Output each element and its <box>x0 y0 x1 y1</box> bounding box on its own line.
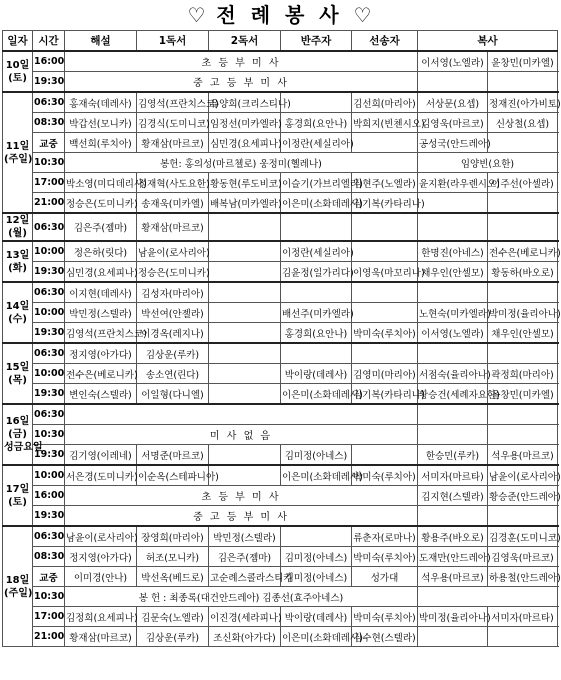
assignment-cell <box>209 364 281 384</box>
table-row <box>3 404 558 425</box>
assignment-cell <box>488 72 558 93</box>
assignment-cell: 성가대 <box>352 567 418 587</box>
time-cell: 19:30 <box>33 323 65 344</box>
assignment-cell: 전수은(베로니카) <box>488 241 558 262</box>
offertory-cell: 봉 헌 : 최종록(대건안드레아) 김종선(효주아네스) <box>65 587 418 607</box>
table-row <box>3 486 558 506</box>
time-cell: 06:30 <box>33 404 65 425</box>
table-row <box>3 506 558 527</box>
assignment-cell <box>418 627 488 647</box>
assignment-cell <box>418 506 488 527</box>
time-cell: 06:30 <box>33 343 65 364</box>
assignment-cell <box>488 193 558 214</box>
assignment-cell <box>281 343 352 364</box>
header-cantor: 선송자 <box>352 31 418 52</box>
assignment-cell: 홍경희(요안나) <box>281 323 352 344</box>
assignment-cell: 이미경(안나) <box>65 567 137 587</box>
mass-note-cell <box>65 404 418 425</box>
assignment-cell: 한명진(아네스) <box>418 241 488 262</box>
assignment-cell <box>352 213 418 241</box>
assignment-cell <box>209 213 281 241</box>
assignment-cell: 배복남(미카엘라) <box>209 193 281 214</box>
assignment-cell: 박소영(미디데리사) <box>65 173 137 193</box>
assignment-cell: 정은하(릿다) <box>65 241 137 262</box>
assignment-cell: 이정란(세실리아) <box>281 241 352 262</box>
assignment-cell: 김영미(마리아) <box>352 364 418 384</box>
assignment-cell: 이영욱(마꼬리나) <box>352 262 418 283</box>
assignment-cell: 이은미(소화데레사) <box>281 384 352 405</box>
assignment-cell <box>209 262 281 283</box>
assignment-cell <box>352 343 418 364</box>
assignment-cell <box>488 133 558 153</box>
mass-note-cell: 중 고 등 부 미 사 <box>65 72 418 93</box>
assignment-cell: 하용철(안드레아) <box>488 567 558 587</box>
assignment-cell: 김영석(프란치스코) <box>65 323 137 344</box>
assignment-cell <box>209 384 281 405</box>
assignment-cell: 김문숙(노엘라) <box>137 607 209 627</box>
assignment-cell: 김성자(마리아) <box>137 282 209 303</box>
assignment-cell: 이순옥(스테파니아) <box>137 465 209 486</box>
mass-note-cell: 중 고 등 부 미 사 <box>65 506 418 527</box>
assignment-cell: 정승은(도미니카) <box>137 262 209 283</box>
assignment-cell: 이일형(다니엘) <box>137 384 209 405</box>
time-cell: 06:30 <box>33 526 65 547</box>
assignment-cell: 황동현(루도비코) <box>209 173 281 193</box>
table-row <box>3 113 558 133</box>
time-cell: 17:00 <box>33 607 65 627</box>
assignment-cell <box>352 133 418 153</box>
assignment-cell <box>418 404 488 425</box>
assignment-cell: 채우인(안셀모) <box>418 262 488 283</box>
assignment-cell: 황승건(세례자요한) <box>418 384 488 405</box>
assignment-cell <box>281 213 352 241</box>
assignment-cell: 김미정(아네스) <box>281 567 352 587</box>
table-row <box>3 51 558 72</box>
assignment-cell: 백선희(루치아) <box>65 133 137 153</box>
assignment-cell: 박미정(율리아나) <box>488 303 558 323</box>
assignment-cell <box>281 282 352 303</box>
assignment-cell: 김기영(이레네) <box>65 445 137 466</box>
assignment-cell: 서미자(마르타) <box>488 607 558 627</box>
time-cell: 10:00 <box>33 303 65 323</box>
assignment-cell: 김미정(아네스) <box>281 445 352 466</box>
date-cell: 15일 (목) <box>3 343 33 404</box>
assignment-cell: 박미숙(루치아) <box>352 547 418 567</box>
assignment-cell: 심민경(요세피나) <box>65 262 137 283</box>
assignment-cell <box>418 213 488 241</box>
assignment-cell: 서점숙(율리아나) <box>418 364 488 384</box>
heart-icon: ♡ <box>187 3 206 27</box>
assignment-cell: 도재만(안드레아) <box>418 547 488 567</box>
assignment-cell: 이주선(아셀라) <box>488 173 558 193</box>
heart-icon: ♡ <box>353 3 372 27</box>
assignment-cell <box>418 193 488 214</box>
assignment-cell: 박미숙(루치아) <box>352 607 418 627</box>
assignment-cell: 김영욱(마르코) <box>488 547 558 567</box>
assignment-cell: 곽정희(마리아) <box>488 364 558 384</box>
assignment-cell: 임정선(미카엘라) <box>209 113 281 133</box>
table-row <box>3 526 558 547</box>
assignment-cell: 서명준(마르코) <box>137 445 209 466</box>
table-row <box>3 133 558 153</box>
assignment-cell: 김정희(요세피나) <box>65 607 137 627</box>
table-row <box>3 282 558 303</box>
assignment-cell: 배선주(미카엘라) <box>281 303 352 323</box>
assignment-cell: 김영욱(마르코) <box>418 113 488 133</box>
time-cell: 08:30 <box>33 113 65 133</box>
assignment-cell: 서은경(도미니카) <box>65 465 137 486</box>
assignment-cell: 정지영(아가다) <box>65 343 137 364</box>
assignment-cell: 김선희(마리아) <box>352 92 418 113</box>
assignment-cell: 박미숙(루치아) <box>352 465 418 486</box>
assignment-cell: 박선여(안젤라) <box>137 303 209 323</box>
header-date: 일자 <box>3 31 33 52</box>
assignment-cell: 이슬기(가브리엘라) <box>281 173 352 193</box>
date-cell: 18일 (주일) <box>3 526 33 647</box>
assignment-cell: 박민정(스텔라) <box>209 526 281 547</box>
table-row <box>3 303 558 323</box>
assignment-cell: 김영석(프란치스코) <box>137 92 209 113</box>
table-row <box>3 323 558 344</box>
table-row <box>3 364 558 384</box>
assignment-cell <box>352 445 418 466</box>
assignment-cell <box>209 241 281 262</box>
assignment-cell: 황승준(안드레아) <box>488 486 558 506</box>
assignment-cell: 전수은(베로니카) <box>65 364 137 384</box>
assignment-cell: 심민경(요세피나) <box>209 133 281 153</box>
time-cell: 10:30 <box>33 425 65 445</box>
assignment-cell: 남윤이(로사리아) <box>137 241 209 262</box>
assignment-cell <box>209 445 281 466</box>
assignment-cell: 허조(모니카) <box>137 547 209 567</box>
time-cell: 17:00 <box>33 173 65 193</box>
assignment-cell: 김경훈(도미니코) <box>488 526 558 547</box>
assignment-cell: 황용주(바오로) <box>418 526 488 547</box>
time-cell: 08:30 <box>33 547 65 567</box>
assignment-cell: 석우용(마르코) <box>418 567 488 587</box>
assignment-cell: 이경옥(레지나) <box>137 323 209 344</box>
assignment-cell: 정재진(아가비토) <box>488 92 558 113</box>
header-commentary: 해설 <box>65 31 137 52</box>
assignment-cell <box>418 587 558 607</box>
assignment-cell <box>209 343 281 364</box>
time-cell: 10:30 <box>33 153 65 173</box>
assignment-cell <box>281 92 352 113</box>
schedule-table <box>2 30 561 647</box>
table-row <box>3 627 558 647</box>
title-text: 전 례 봉 사 <box>216 3 343 27</box>
table-row <box>3 343 558 364</box>
assignment-cell <box>488 506 558 527</box>
assignment-cell <box>488 404 558 425</box>
date-cell: 10일 (토) <box>3 51 33 92</box>
table-row <box>3 262 558 283</box>
date-cell: 13일 (화) <box>3 241 33 282</box>
header-organist: 반주자 <box>281 31 352 52</box>
assignment-cell: 김은주(젬마) <box>209 547 281 567</box>
assignment-cell: 류춘자(로마나) <box>352 526 418 547</box>
assignment-cell: 이서영(노엘라) <box>418 323 488 344</box>
date-cell: 16일 (금) 성금요일 <box>3 404 33 465</box>
assignment-cell: 박민정(스텔라) <box>65 303 137 323</box>
table-row <box>3 92 558 113</box>
table-row <box>3 445 558 466</box>
assignment-cell: 유양희(크리스티나) <box>209 92 281 113</box>
assignment-cell: 김기복(카타리나) <box>352 193 418 214</box>
page-title <box>0 0 559 30</box>
assignment-cell: 송소연(린다) <box>137 364 209 384</box>
assignment-cell: 윤지환(라우렌시오) <box>418 173 488 193</box>
assignment-cell: 임양빈(요한) <box>418 153 558 173</box>
time-cell: 19:30 <box>33 445 65 466</box>
assignment-cell: 황재삼(마르코) <box>137 213 209 241</box>
assignment-cell <box>418 425 488 445</box>
assignment-cell: 정승은(도미니카) <box>65 193 137 214</box>
assignment-cell: 박이랑(데레사) <box>281 607 352 627</box>
assignment-cell <box>418 72 488 93</box>
assignment-cell: 김상운(루카) <box>137 627 209 647</box>
assignment-cell: 정지영(아가다) <box>65 547 137 567</box>
assignment-cell <box>281 526 352 547</box>
assignment-cell: 노현숙(미카엘라) <box>418 303 488 323</box>
assignment-cell: 박희지(빈첸시오) <box>352 113 418 133</box>
time-cell: 10:00 <box>33 465 65 486</box>
assignment-cell: 이지현(데레사) <box>65 282 137 303</box>
assignment-cell: 김윤정(일가리다) <box>281 262 352 283</box>
date-cell: 12일 (월) <box>3 213 33 241</box>
offertory-cell: 봉헌: 홍의성(마르첼로) 웅정미(헬레나) <box>65 153 418 173</box>
time-cell: 21:00 <box>33 193 65 214</box>
assignment-cell: 이정란(세실리아) <box>281 133 352 153</box>
mass-note-cell: 초 등 부 미 사 <box>65 51 418 72</box>
mass-note-cell: 초 등 부 미 사 <box>65 486 418 506</box>
table-row <box>3 567 558 587</box>
assignment-cell: 남윤이(로사리아) <box>65 526 137 547</box>
time-cell: 21:00 <box>33 627 65 647</box>
assignment-cell: 황재삼(마르코) <box>65 627 137 647</box>
assignment-cell: 박이랑(데레사) <box>281 364 352 384</box>
assignment-cell <box>418 282 488 303</box>
assignment-cell: 박선옥(베드로) <box>137 567 209 587</box>
assignment-cell: 이은미(소화데레사) <box>281 193 352 214</box>
assignment-cell: 박갑선(모니카) <box>65 113 137 133</box>
assignment-cell <box>209 323 281 344</box>
header-reading2: 2독서 <box>209 31 281 52</box>
header-row <box>3 31 558 52</box>
assignment-cell: 김상운(루카) <box>137 343 209 364</box>
assignment-cell: 김미정(아네스) <box>281 547 352 567</box>
time-cell: 10:00 <box>33 241 65 262</box>
mass-note-cell: 미 사 없 음 <box>65 425 418 445</box>
assignment-cell: 홍경희(요안나) <box>281 113 352 133</box>
time-cell: 교중 <box>33 133 65 153</box>
assignment-cell: 홍재숙(데레사) <box>65 92 137 113</box>
assignment-cell: 이은미(소화데레사) <box>281 627 352 647</box>
assignment-cell: 고순례스콜라스티카 <box>209 567 281 587</box>
assignment-cell: 윤창민(미카엘) <box>488 384 558 405</box>
table-row <box>3 213 558 241</box>
assignment-cell <box>488 425 558 445</box>
assignment-cell: 박미정(율리아나) <box>418 607 488 627</box>
table-row <box>3 72 558 93</box>
assignment-cell: 정재혁(사도요한) <box>137 173 209 193</box>
assignment-cell <box>488 343 558 364</box>
assignment-cell: 한승민(루카) <box>418 445 488 466</box>
assignment-cell: 김지현(스텔라) <box>418 486 488 506</box>
time-cell: 19:30 <box>33 72 65 93</box>
assignment-cell: 장영희(마리아) <box>137 526 209 547</box>
assignment-cell: 송재욱(미카엘) <box>137 193 209 214</box>
assignment-cell: 김현주(노엘라) <box>352 173 418 193</box>
assignment-cell <box>352 282 418 303</box>
table-row <box>3 465 558 486</box>
assignment-cell <box>352 303 418 323</box>
time-cell: 10:30 <box>33 587 65 607</box>
header-altar-server: 복사 <box>418 31 558 52</box>
table-row <box>3 547 558 567</box>
assignment-cell: 서상문(요셉) <box>418 92 488 113</box>
table-row <box>3 173 558 193</box>
assignment-cell: 남윤이(로사리아) <box>488 465 558 486</box>
assignment-cell: 윤창민(미카엘) <box>488 51 558 72</box>
assignment-cell: 황동하(바오로) <box>488 262 558 283</box>
date-cell: 17일 (토) <box>3 465 33 526</box>
assignment-cell <box>488 282 558 303</box>
date-cell: 14일 (수) <box>3 282 33 343</box>
table-row <box>3 241 558 262</box>
assignment-cell: 석우용(마르코) <box>488 445 558 466</box>
assignment-cell <box>209 282 281 303</box>
header-reading1: 1독서 <box>137 31 209 52</box>
time-cell: 06:30 <box>33 282 65 303</box>
time-cell: 19:30 <box>33 262 65 283</box>
assignment-cell <box>488 627 558 647</box>
assignment-cell: 변인숙(스텔라) <box>65 384 137 405</box>
assignment-cell: 박미숙(루치아) <box>352 323 418 344</box>
assignment-cell <box>352 241 418 262</box>
assignment-cell: 김기복(카타리나) <box>352 384 418 405</box>
table-row <box>3 193 558 214</box>
header-time: 시간 <box>33 31 65 52</box>
assignment-cell <box>418 343 488 364</box>
table-row <box>3 587 558 607</box>
table-row <box>3 607 558 627</box>
assignment-cell: 이서영(노엘라) <box>418 51 488 72</box>
date-cell: 11일 (주일) <box>3 92 33 213</box>
assignment-cell: 김은주(젬마) <box>65 213 137 241</box>
assignment-cell <box>488 213 558 241</box>
time-cell: 19:30 <box>33 506 65 527</box>
assignment-cell: 김경식(도미니코) <box>137 113 209 133</box>
assignment-cell <box>209 465 281 486</box>
table-row <box>3 153 558 173</box>
time-cell: 교중 <box>33 567 65 587</box>
assignment-cell: 공성국(안드레아) <box>418 133 488 153</box>
table-row <box>3 384 558 405</box>
time-cell: 16:00 <box>33 486 65 506</box>
assignment-cell: 신상철(요셉) <box>488 113 558 133</box>
assignment-cell: 채우인(안셀모) <box>488 323 558 344</box>
time-cell: 06:30 <box>33 213 65 241</box>
time-cell: 06:30 <box>33 92 65 113</box>
time-cell: 10:00 <box>33 364 65 384</box>
time-cell: 16:00 <box>33 51 65 72</box>
assignment-cell: 이은미(소화데레사) <box>281 465 352 486</box>
assignment-cell: 조신화(아가다) <box>209 627 281 647</box>
table-row <box>3 425 558 445</box>
assignment-cell: 이진경(세라피나) <box>209 607 281 627</box>
time-cell: 19:30 <box>33 384 65 405</box>
assignment-cell: 서미자(마르타) <box>418 465 488 486</box>
assignment-cell: 황재삼(마르코) <box>137 133 209 153</box>
assignment-cell <box>209 303 281 323</box>
assignment-cell: 김수현(스텔라) <box>352 627 418 647</box>
